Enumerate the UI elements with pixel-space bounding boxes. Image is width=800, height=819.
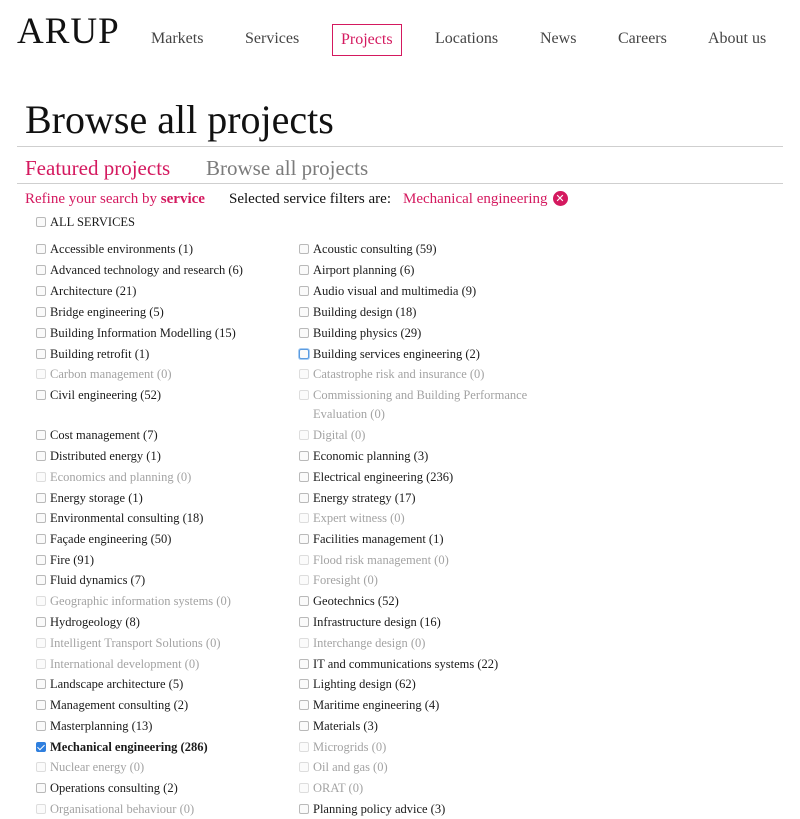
service-option-economics-and-planning xyxy=(36,470,191,485)
service-option-intelligent-transport-solutions xyxy=(36,636,221,651)
option-label: Landscape architecture (5) xyxy=(50,677,184,691)
option-label: Catastrophe risk and insurance (0) xyxy=(313,367,485,381)
option-label: Acoustic consulting (59) xyxy=(313,242,437,256)
service-option-management-consulting[interactable] xyxy=(36,698,188,713)
option-label: Expert witness (0) xyxy=(313,511,405,525)
site-header xyxy=(0,0,800,80)
option-label: Mechanical engineering (286) xyxy=(50,740,208,754)
checkbox-icon[interactable] xyxy=(299,721,309,731)
option-label: Operations consulting (2) xyxy=(50,781,178,795)
checkbox-icon[interactable] xyxy=(299,472,309,482)
checkbox-icon xyxy=(36,804,46,814)
service-option-bridge-engineering[interactable] xyxy=(36,305,164,320)
option-label: Foresight (0) xyxy=(313,573,378,587)
option-label: Distributed energy (1) xyxy=(50,449,161,463)
checkbox-icon xyxy=(299,513,309,523)
service-option-organisational-behaviour xyxy=(36,802,194,817)
service-option-building-information-modelling[interactable] xyxy=(36,326,236,341)
service-option-materials[interactable] xyxy=(299,719,378,734)
service-option-foresight xyxy=(299,573,378,588)
service-option-carbon-management xyxy=(36,367,171,382)
nav-locations[interactable]: Locations xyxy=(435,30,499,47)
checkbox-icon[interactable] xyxy=(36,534,46,544)
option-label: Fluid dynamics (7) xyxy=(50,573,146,587)
tab-featured-projects[interactable]: Featured projects xyxy=(25,156,171,180)
option-label: Intelligent Transport Solutions (0) xyxy=(50,636,221,650)
option-label: Economic planning (3) xyxy=(313,449,429,463)
service-option-civil-engineering[interactable] xyxy=(36,388,161,403)
option-label: Commissioning and Building Performance Evaluation (0) xyxy=(313,388,528,421)
checkbox-checked-icon[interactable] xyxy=(36,742,46,752)
all-services-checkbox[interactable] xyxy=(36,215,135,230)
service-option-accessible-environments[interactable] xyxy=(36,242,193,257)
checkbox-icon[interactable] xyxy=(36,493,46,503)
service-option-landscape-architecture[interactable] xyxy=(36,677,183,692)
checkbox-icon[interactable] xyxy=(36,700,46,710)
nav-projects[interactable]: Projects xyxy=(332,24,402,56)
checkbox-icon xyxy=(36,596,46,606)
checkbox-icon[interactable] xyxy=(299,286,309,296)
service-option-nuclear-energy xyxy=(36,760,144,775)
checkbox-icon[interactable] xyxy=(36,307,46,317)
checkbox-icon xyxy=(299,390,309,400)
service-option-international-development xyxy=(36,657,199,672)
service-option-energy-storage[interactable] xyxy=(36,491,143,506)
checkbox-icon[interactable] xyxy=(299,244,309,254)
service-option-masterplanning[interactable] xyxy=(36,719,152,734)
option-label: Energy storage (1) xyxy=(50,491,143,505)
nav-news[interactable]: News xyxy=(540,30,577,47)
checkbox-icon[interactable] xyxy=(299,265,309,275)
service-option-infrastructure-design[interactable] xyxy=(299,615,441,630)
option-label: ORAT (0) xyxy=(313,781,364,795)
service-option-mechanical-engineering[interactable] xyxy=(36,740,208,755)
option-label: Oil and gas (0) xyxy=(313,760,388,774)
checkbox-icon[interactable] xyxy=(299,679,309,689)
checkbox-icon xyxy=(299,783,309,793)
tab-browse-all-projects[interactable]: Browse all projects xyxy=(206,156,369,180)
checkbox-icon[interactable] xyxy=(299,596,309,606)
option-label: Cost management (7) xyxy=(50,428,158,442)
option-label: Interchange design (0) xyxy=(313,636,426,650)
service-option-oil-and-gas xyxy=(299,760,388,775)
service-option-facilities-management[interactable] xyxy=(299,532,444,547)
service-option-environmental-consulting[interactable] xyxy=(36,511,203,526)
page-title: Browse all projects xyxy=(25,97,334,142)
checkbox-icon[interactable] xyxy=(299,804,309,814)
divider xyxy=(17,183,783,184)
checkbox-icon[interactable] xyxy=(36,265,46,275)
service-option-interchange-design xyxy=(299,636,425,651)
checkbox-icon[interactable] xyxy=(299,659,309,669)
option-label: Planning policy advice (3) xyxy=(313,802,446,816)
service-option-flood-risk-management xyxy=(299,553,449,568)
selected-filters-label: Selected service filters are: xyxy=(229,191,391,207)
service-option-catastrophe-risk-and-insurance xyxy=(299,367,484,382)
service-option-commissioning-and-building-performance-evaluation xyxy=(299,388,543,424)
option-label: Energy strategy (17) xyxy=(313,491,416,505)
close-circle-icon[interactable]: ✕ xyxy=(553,191,568,206)
service-option-orat xyxy=(299,781,363,796)
service-option-hydrogeology[interactable] xyxy=(36,615,140,630)
arup-logo[interactable]: ARUP xyxy=(17,11,120,52)
option-label: Environmental consulting (18) xyxy=(50,511,204,525)
checkbox-icon[interactable] xyxy=(299,534,309,544)
checkbox-icon[interactable] xyxy=(36,555,46,565)
option-label: Advanced technology and research (6) xyxy=(50,263,243,277)
service-option-cost-management[interactable] xyxy=(36,428,158,443)
checkbox-icon[interactable] xyxy=(36,721,46,731)
service-option-electrical-engineering[interactable] xyxy=(299,470,453,485)
checkbox-icon[interactable] xyxy=(299,307,309,317)
checkbox-icon[interactable] xyxy=(299,700,309,710)
nav-about-us[interactable]: About us xyxy=(708,30,767,47)
checkbox-icon[interactable] xyxy=(299,451,309,461)
service-option-advanced-technology-and-research[interactable] xyxy=(36,263,243,278)
checkbox-icon xyxy=(299,430,309,440)
nav-services[interactable]: Services xyxy=(245,30,300,47)
service-option-operations-consulting[interactable] xyxy=(36,781,178,796)
option-label: Nuclear energy (0) xyxy=(50,760,145,774)
option-label: Microgrids (0) xyxy=(313,740,387,754)
checkbox-icon xyxy=(36,762,46,772)
checkbox-icon[interactable] xyxy=(299,349,309,359)
option-label: Architecture (21) xyxy=(50,284,137,298)
nav-careers[interactable]: Careers xyxy=(618,30,667,47)
checkbox-icon xyxy=(299,555,309,565)
option-label: Facilities management (1) xyxy=(313,532,444,546)
option-label: Airport planning (6) xyxy=(313,263,415,277)
option-label: Geotechnics (52) xyxy=(313,594,399,608)
option-label: Building design (18) xyxy=(313,305,417,319)
service-option-acoustic-consulting[interactable] xyxy=(299,242,437,257)
option-label: Building services engineering (2) xyxy=(313,347,480,361)
option-label: Economics and planning (0) xyxy=(50,470,192,484)
service-option-it-and-communications-systems[interactable] xyxy=(299,657,498,672)
checkbox-icon[interactable] xyxy=(36,617,46,627)
checkbox-icon xyxy=(36,638,46,648)
service-option-architecture[interactable] xyxy=(36,284,136,299)
option-label: Infrastructure design (16) xyxy=(313,615,441,629)
service-option-airport-planning[interactable] xyxy=(299,263,414,278)
option-label: Maritime engineering (4) xyxy=(313,698,440,712)
option-label: Masterplanning (13) xyxy=(50,719,153,733)
checkbox-icon[interactable] xyxy=(36,286,46,296)
service-option-expert-witness xyxy=(299,511,405,526)
option-label: IT and communications systems (22) xyxy=(313,657,499,671)
checkbox-icon[interactable] xyxy=(36,349,46,359)
service-option-maritime-engineering[interactable] xyxy=(299,698,439,713)
checkbox-icon[interactable] xyxy=(36,575,46,585)
service-option-microgrids xyxy=(299,740,386,755)
checkbox-icon[interactable] xyxy=(36,430,46,440)
option-label: Building Information Modelling (15) xyxy=(50,326,236,340)
checkbox-icon[interactable] xyxy=(36,679,46,689)
option-label: Flood risk management (0) xyxy=(313,553,449,567)
checkbox-icon xyxy=(299,638,309,648)
option-label: Organisational behaviour (0) xyxy=(50,802,195,816)
option-label: Hydrogeology (8) xyxy=(50,615,140,629)
checkbox-icon xyxy=(36,472,46,482)
divider xyxy=(17,146,783,147)
checkbox-icon[interactable] xyxy=(36,783,46,793)
service-option-distributed-energy[interactable] xyxy=(36,449,161,464)
checkbox-icon[interactable] xyxy=(299,617,309,627)
checkbox-icon xyxy=(299,369,309,379)
service-option-economic-planning[interactable] xyxy=(299,449,428,464)
option-label: Fire (91) xyxy=(50,553,95,567)
checkbox-icon[interactable] xyxy=(299,328,309,338)
service-option-lighting-design[interactable] xyxy=(299,677,416,692)
checkbox-icon xyxy=(299,742,309,752)
option-label: Carbon management (0) xyxy=(50,367,172,381)
service-option-geotechnics[interactable] xyxy=(299,594,399,609)
option-label: Digital (0) xyxy=(313,428,366,442)
option-label: Accessible environments (1) xyxy=(50,242,194,256)
service-option-planning-policy-advice[interactable] xyxy=(299,802,445,817)
option-label: Building physics (29) xyxy=(313,326,422,340)
option-label: Bridge engineering (5) xyxy=(50,305,164,319)
refine-prefix: Refine your search by xyxy=(25,191,161,207)
service-option-digital xyxy=(299,428,365,443)
service-option-geographic-information-systems xyxy=(36,594,231,609)
option-label: Geographic information systems (0) xyxy=(50,594,231,608)
option-label: Lighting design (62) xyxy=(313,677,416,691)
service-option-audio-visual-and-multimedia[interactable] xyxy=(299,284,476,299)
option-label: Electrical engineering (236) xyxy=(313,470,454,484)
checkbox-icon[interactable] xyxy=(36,328,46,338)
service-option-fa-ade-engineering[interactable] xyxy=(36,532,171,547)
checkbox-icon[interactable] xyxy=(36,390,46,400)
checkbox-icon xyxy=(299,762,309,772)
option-label: Building retrofit (1) xyxy=(50,347,150,361)
checkbox-icon[interactable] xyxy=(36,217,46,227)
refine-keyword: service xyxy=(160,191,205,207)
option-label: Façade engineering (50) xyxy=(50,532,172,546)
option-label: International development (0) xyxy=(50,657,200,671)
checkbox-icon[interactable] xyxy=(36,244,46,254)
service-option-fire[interactable] xyxy=(36,553,94,568)
checkbox-icon xyxy=(36,659,46,669)
option-label: Civil engineering (52) xyxy=(50,388,162,402)
refine-search-label xyxy=(25,191,205,208)
service-option-building-design[interactable] xyxy=(299,305,416,320)
option-label: ALL SERVICES xyxy=(50,215,135,229)
checkbox-icon[interactable] xyxy=(299,493,309,503)
checkbox-icon xyxy=(36,369,46,379)
selected-filter-chip[interactable] xyxy=(403,191,568,208)
checkbox-icon xyxy=(299,575,309,585)
selected-filter-label: Mechanical engineering xyxy=(403,191,548,207)
checkbox-icon[interactable] xyxy=(36,513,46,523)
service-option-building-services-engineering[interactable] xyxy=(299,347,480,362)
service-option-energy-strategy[interactable] xyxy=(299,491,416,506)
nav-markets[interactable]: Markets xyxy=(151,30,204,47)
checkbox-icon[interactable] xyxy=(36,451,46,461)
service-option-fluid-dynamics[interactable] xyxy=(36,573,145,588)
service-option-building-physics[interactable] xyxy=(299,326,421,341)
option-label: Management consulting (2) xyxy=(50,698,189,712)
option-label: Audio visual and multimedia (9) xyxy=(313,284,477,298)
option-label: Materials (3) xyxy=(313,719,378,733)
service-option-building-retrofit[interactable] xyxy=(36,347,149,362)
